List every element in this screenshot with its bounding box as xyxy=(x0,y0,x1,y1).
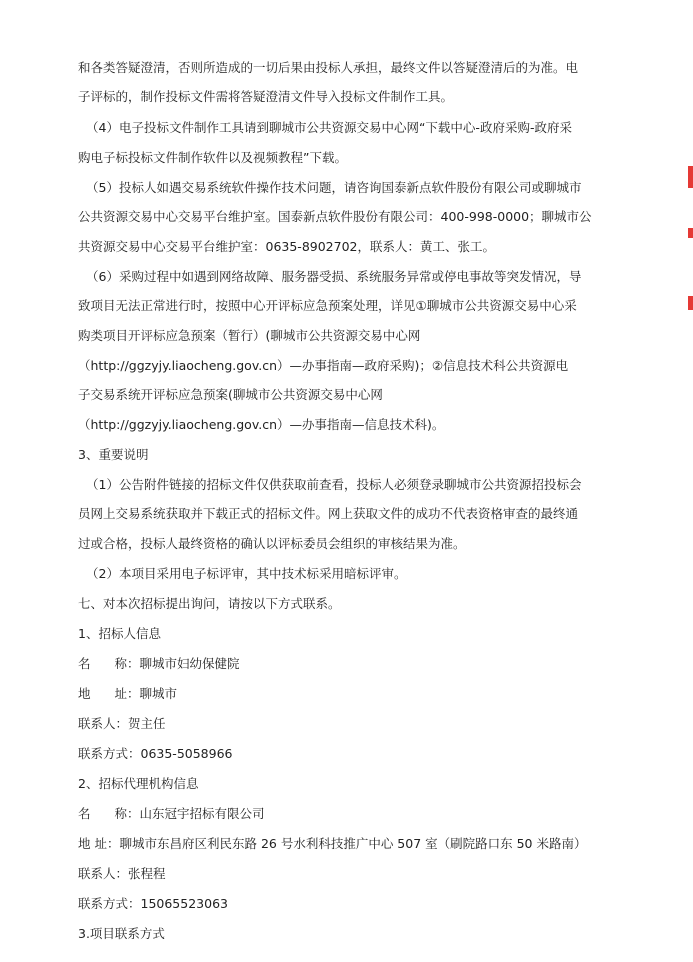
paragraph-line: 和各类答疑澄清，否则所造成的一切后果由投标人承担，最终文件以答疑澄清后的为准。电 xyxy=(78,60,579,75)
agency-name-value: 称：山东冠宇招标有限公司 xyxy=(114,806,265,821)
agency-phone: 联系方式：15065523063 xyxy=(78,896,228,911)
paragraph-line: （http://ggzyjy.liaocheng.gov.cn）—办事指南—信息技术科)。 xyxy=(78,417,445,432)
agency-address: 地 址：聊城市东昌府区利民东路 26 号水利科技推广中心 507 室（刷院路口东 50 米路南） xyxy=(78,836,587,851)
paragraph-line: 过或合格，投标人最终资格的确认以评标委员会组织的审核结果为准。 xyxy=(78,536,466,551)
edge-mark xyxy=(688,296,693,310)
tenderer-address-value: 址：聊城市 xyxy=(114,686,178,701)
edge-mark xyxy=(688,228,693,238)
section-heading: 3、重要说明 xyxy=(78,447,149,462)
paragraph-line: （2）本项目采用电子标评审，其中技术标采用暗标评审。 xyxy=(86,566,407,581)
tenderer-name-label: 名 xyxy=(78,656,91,671)
paragraph-line: 子交易系统开评标应急预案(聊城市公共资源交易中心网 xyxy=(78,387,383,402)
section-heading: 七、对本次招标提出询问，请按以下方式联系。 xyxy=(78,596,341,611)
paragraph-line: 购电子标投标文件制作软件以及视频教程”下载。 xyxy=(78,150,347,165)
paragraph-line: 购类项目开评标应急预案（暂行）(聊城市公共资源交易中心网 xyxy=(78,328,421,343)
paragraph-line: （4）电子投标文件制作工具请到聊城市公共资源交易中心网“下载中心-政府采购-政府采 xyxy=(86,120,572,135)
paragraph-line: （http://ggzyjy.liaocheng.gov.cn）—办事指南—政府采购)；②信息技术科公共资源电 xyxy=(78,358,569,373)
tenderer-address xyxy=(78,686,177,702)
paragraph-line: （6）采购过程中如遇到网络故障、服务器受损、系统服务异常或停电事故等突发情况，导 xyxy=(86,269,582,284)
paragraph-line: 员网上交易系统获取并下载正式的招标文件。网上获取文件的成功不代表资格审查的最终通 xyxy=(78,506,579,521)
tenderer-name-value: 称：聊城市妇幼保健院 xyxy=(114,656,240,671)
tenderer-address-label: 地 xyxy=(78,686,91,701)
paragraph-line: 公共资源交易中心交易平台维护室。国泰新点软件股份有限公司：400-998-0000；聊城市公 xyxy=(78,209,592,224)
tenderer-name xyxy=(78,656,240,672)
agency-name xyxy=(78,806,265,822)
paragraph-line: （5）投标人如遇交易系统软件操作技术问题，请咨询国泰新点软件股份有限公司或聊城市 xyxy=(86,180,582,195)
subsection-heading: 1、招标人信息 xyxy=(78,626,161,641)
paragraph-line: 子评标的，制作投标文件需将答疑澄清文件导入投标文件制作工具。 xyxy=(78,89,454,104)
agency-contact: 联系人：张程程 xyxy=(78,866,166,881)
paragraph-line: 致项目无法正常进行时，按照中心开评标应急预案处理，详见①聊城市公共资源交易中心采 xyxy=(78,298,577,313)
paragraph-line: 共资源交易中心交易平台维护室：0635-8902702，联系人：黄工、张工。 xyxy=(78,239,495,254)
subsection-heading: 3.项目联系方式 xyxy=(78,926,165,941)
edge-mark xyxy=(688,166,693,188)
agency-name-label: 名 xyxy=(78,806,91,821)
paragraph-line: （1）公告附件链接的招标文件仅供获取前查看，投标人必须登录聊城市公共资源招投标会 xyxy=(86,477,582,492)
tenderer-phone: 联系方式：0635-5058966 xyxy=(78,746,233,761)
subsection-heading: 2、招标代理机构信息 xyxy=(78,776,199,791)
tenderer-contact: 联系人：贺主任 xyxy=(78,716,166,731)
